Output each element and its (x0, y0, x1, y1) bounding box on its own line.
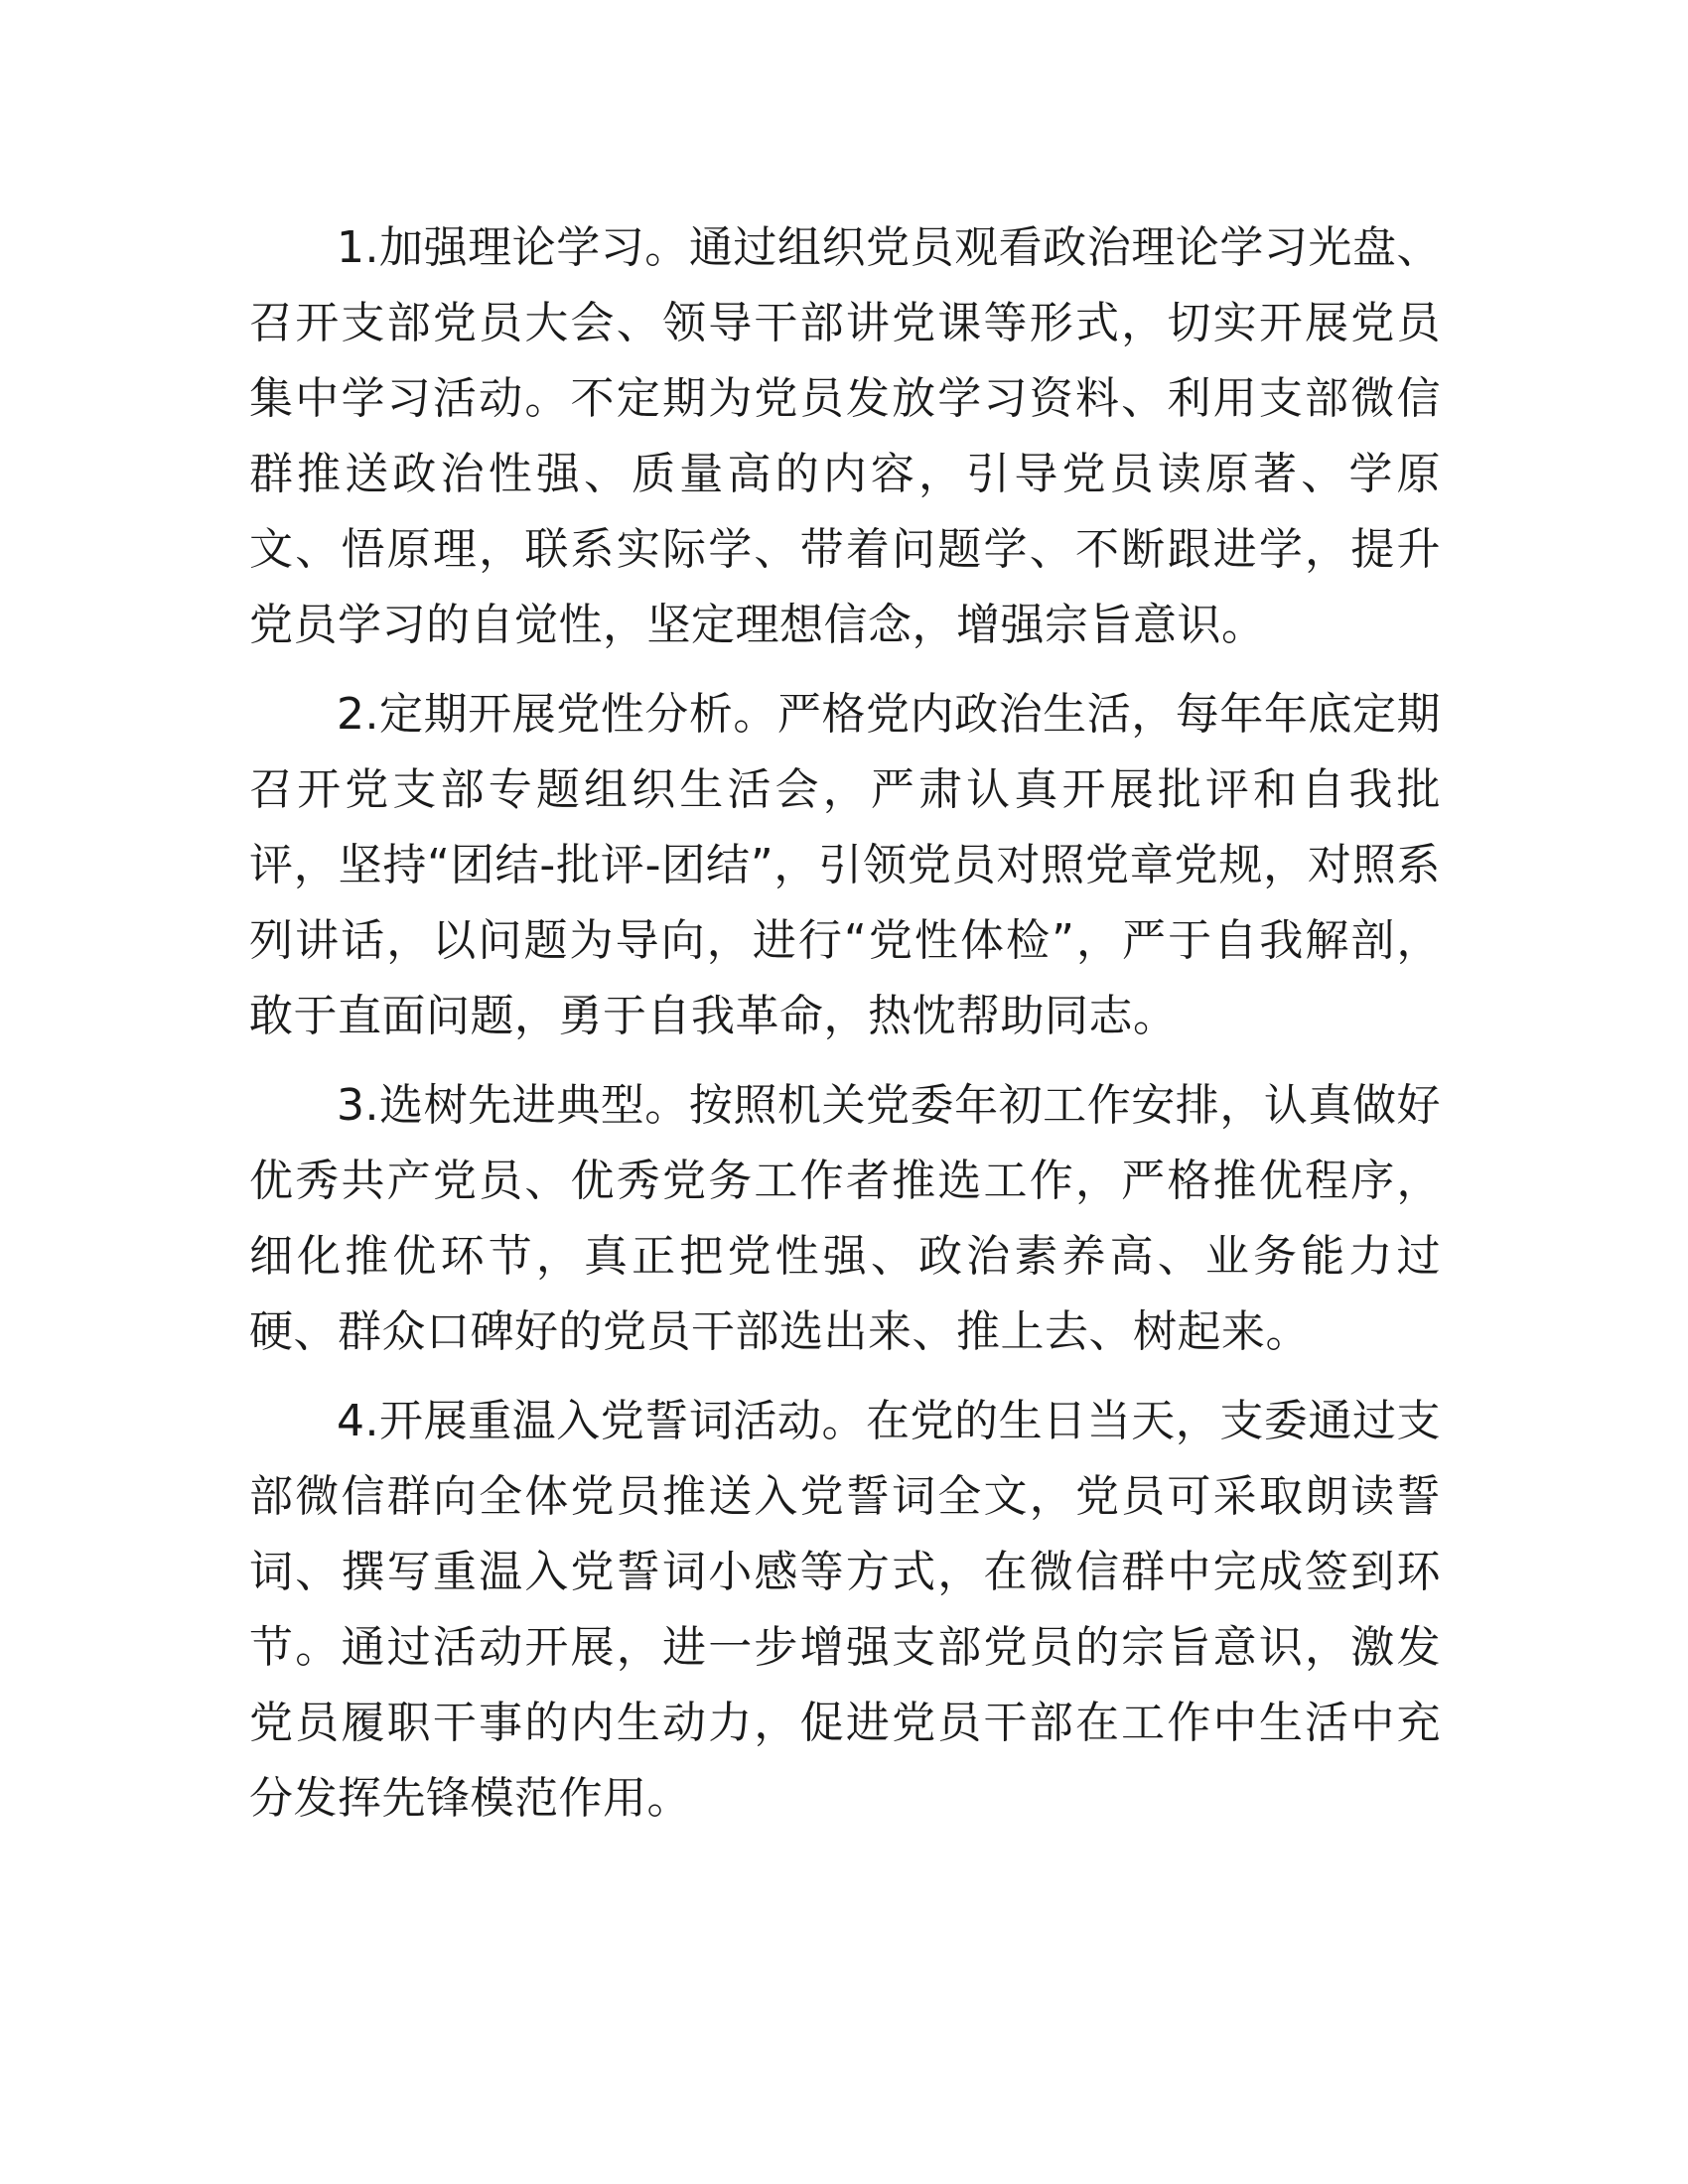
paragraph-oath-review: 4.开展重温入党誓词活动。在党的生日当天，支委通过支部微信群向全体党员推送入党誓词全文，党员可采取朗读誓词、撰写重温入党誓词小感等方式，在微信群中完成签到环节。通过活动开展，进一步增强支部党员的宗旨意识，激发党员履职干事的内生动力，促进党员干部在工作中生活中充分发挥先锋模范作用。 (249, 1396, 1441, 1824)
paragraph-advanced-models: 3.选树先进典型。按照机关党委年初工作安排，认真做好优秀共产党员、优秀党务工作者推选工作，严格推优程序，细化推优环节，真正把党性强、政治素养高、业务能力过硬、群众口碑好的党员干部选出来、推上去、树起来。 (249, 1080, 1441, 1357)
paragraph-theory-study: 1.加强理论学习。通过组织党员观看政治理论学习光盘、召开支部党员大会、领导干部讲党课等形式，切实开展党员集中学习活动。不定期为党员发放学习资料、利用支部微信群推送政治性强、质量高的内容，引导党员读原著、学原文、悟原理，联系实际学、带着问题学、不断跟进学，提升党员学习的自觉性，坚定理想信念，增强宗旨意识。 (249, 222, 1441, 650)
document-body (249, 210, 1441, 1850)
paragraph-party-analysis: 2.定期开展党性分析。严格党内政治生活，每年年底定期召开党支部专题组织生活会，严肃认真开展批评和自我批评，坚持“团结-批评-团结”，引领党员对照党章党规，对照系列讲话，以问题为导向，进行“党性体检”，严于自我解剖，敢于直面问题，勇于自我革命，热忱帮助同志。 (249, 689, 1441, 1041)
